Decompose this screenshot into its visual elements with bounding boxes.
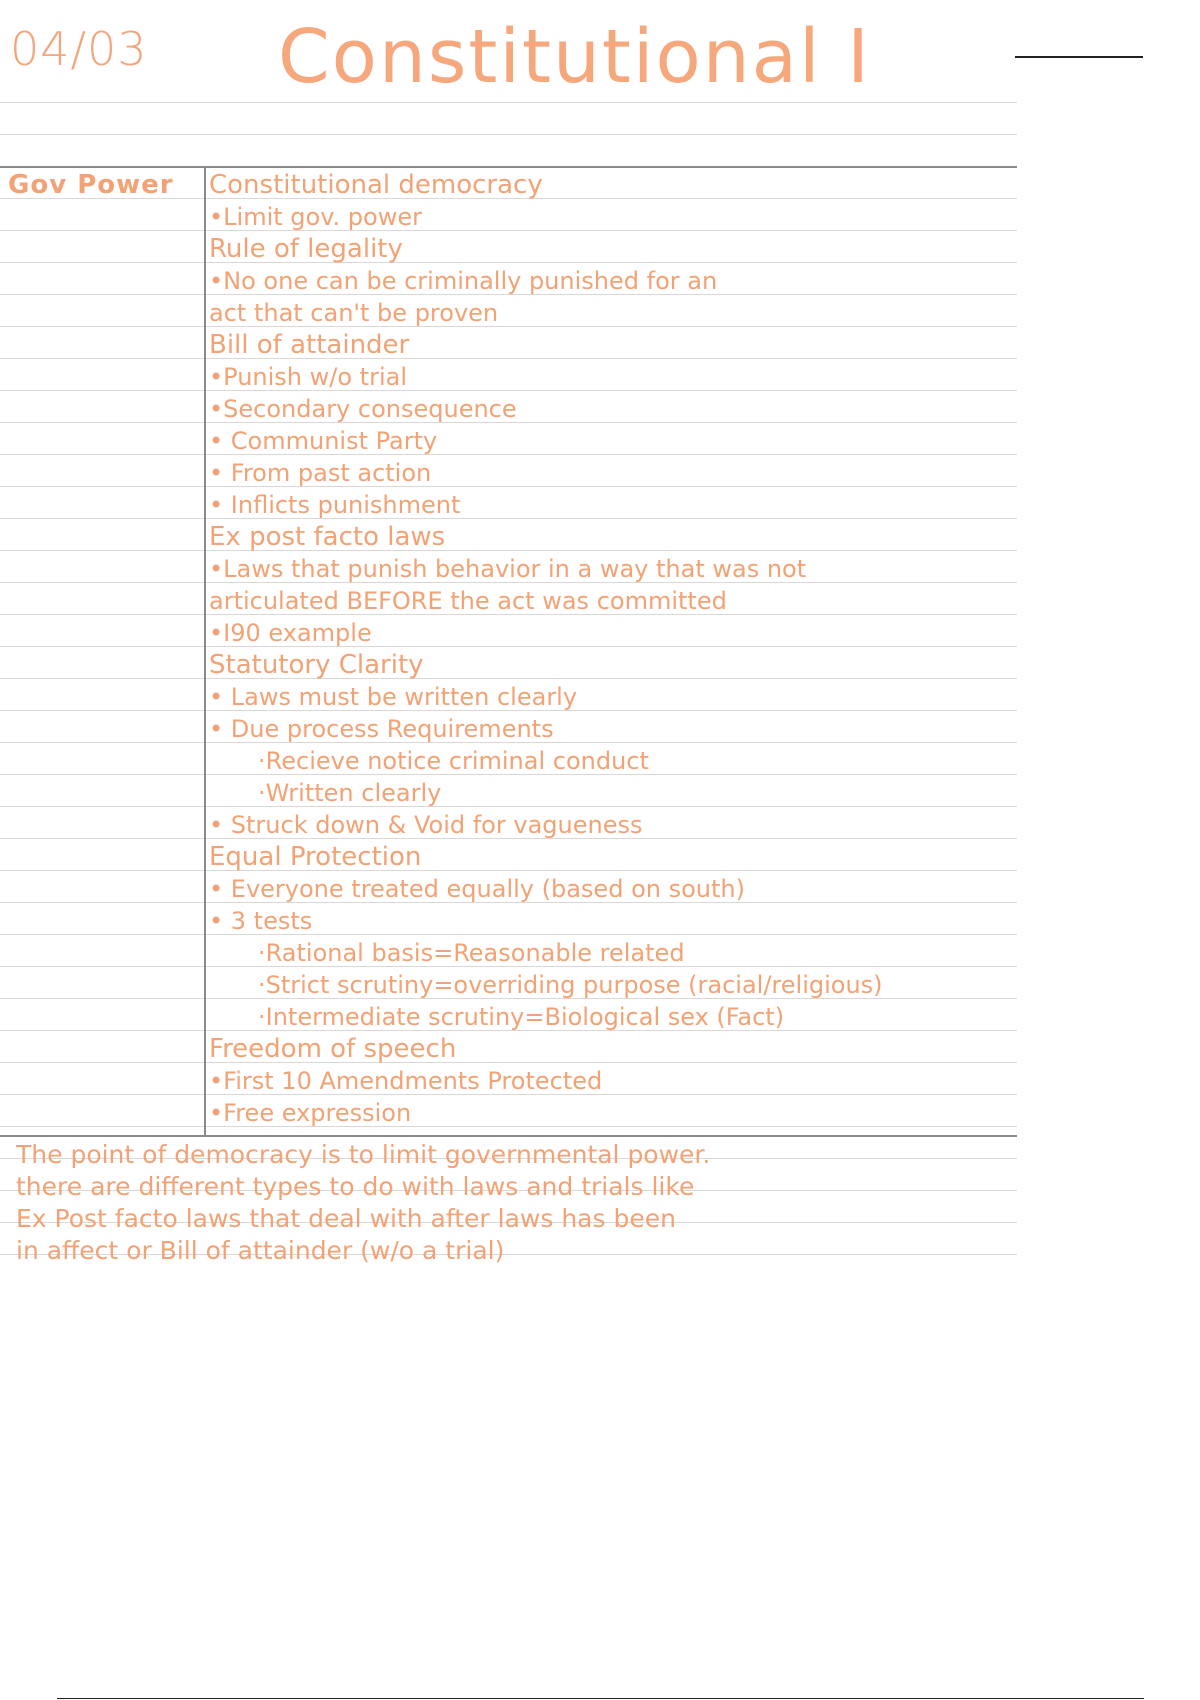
note-line: •Secondary consequence	[209, 395, 517, 423]
note-line: •Laws that punish behavior in a way that was not	[209, 555, 807, 583]
note-heading: Equal Protection	[209, 841, 1017, 873]
notes-frame-top	[0, 166, 1017, 168]
summary-line: The point of democracy is to limit governmental power.	[16, 1140, 711, 1169]
summary-line: in affect or Bill of attainder (w/o a trial)	[16, 1236, 505, 1265]
ruled-line	[0, 102, 1017, 103]
note-heading: Statutory Clarity	[209, 649, 1017, 681]
note-heading: Constitutional democracy	[209, 169, 1017, 201]
note-line: • Due process Requirements	[209, 715, 554, 743]
summary-line: there are different types to do with laws and trials like	[16, 1172, 695, 1201]
note-line: •Punish w/o trial	[209, 363, 407, 391]
note-line: • Struck down & Void for vagueness	[209, 811, 643, 839]
summary-line: Ex Post facto laws that deal with after laws has been	[16, 1204, 676, 1233]
note-line: • Communist Party	[209, 427, 438, 455]
note-line: articulated BEFORE the act was committed	[209, 587, 727, 615]
note-line: •Free expression	[209, 1099, 412, 1127]
cue-column-divider	[204, 166, 206, 1135]
note-heading: Rule of legality	[209, 233, 1017, 265]
note-subbullet: ·Strict scrutiny=overriding purpose (racial/religious)	[258, 971, 883, 999]
note-line: act that can't be proven	[209, 299, 499, 327]
cue-label: Gov Power	[8, 170, 174, 200]
note-line: • Laws must be written clearly	[209, 683, 578, 711]
page-bottom-rule	[57, 1698, 1144, 1699]
note-line: • 3 tests	[209, 907, 313, 935]
ruled-line	[0, 134, 1017, 135]
note-subbullet: ·Recieve notice criminal conduct	[258, 747, 649, 775]
note-heading: Ex post facto laws	[209, 521, 1017, 553]
note-line: • Inflicts punishment	[209, 491, 461, 519]
note-subbullet: ·Rational basis=Reasonable related	[258, 939, 685, 967]
note-subbullet: ·Intermediate scrutiny=Biological sex (Fact)	[258, 1003, 785, 1031]
note-heading: Freedom of speech	[209, 1033, 1017, 1065]
name-line	[1015, 56, 1143, 58]
note-line: •Limit gov. power	[209, 203, 422, 231]
note-date: 04/03	[10, 22, 148, 76]
note-subbullet: ·Written clearly	[258, 779, 442, 807]
note-line: •First 10 Amendments Protected	[209, 1067, 603, 1095]
notes-frame-bottom	[0, 1135, 1017, 1137]
note-heading: Bill of attainder	[209, 329, 1017, 361]
note-line: •No one can be criminally punished for an	[209, 267, 718, 295]
page-title: Constitutional I	[278, 14, 871, 100]
note-line: • Everyone treated equally (based on south)	[209, 875, 745, 903]
note-line: • From past action	[209, 459, 432, 487]
note-line: •I90 example	[209, 619, 372, 647]
